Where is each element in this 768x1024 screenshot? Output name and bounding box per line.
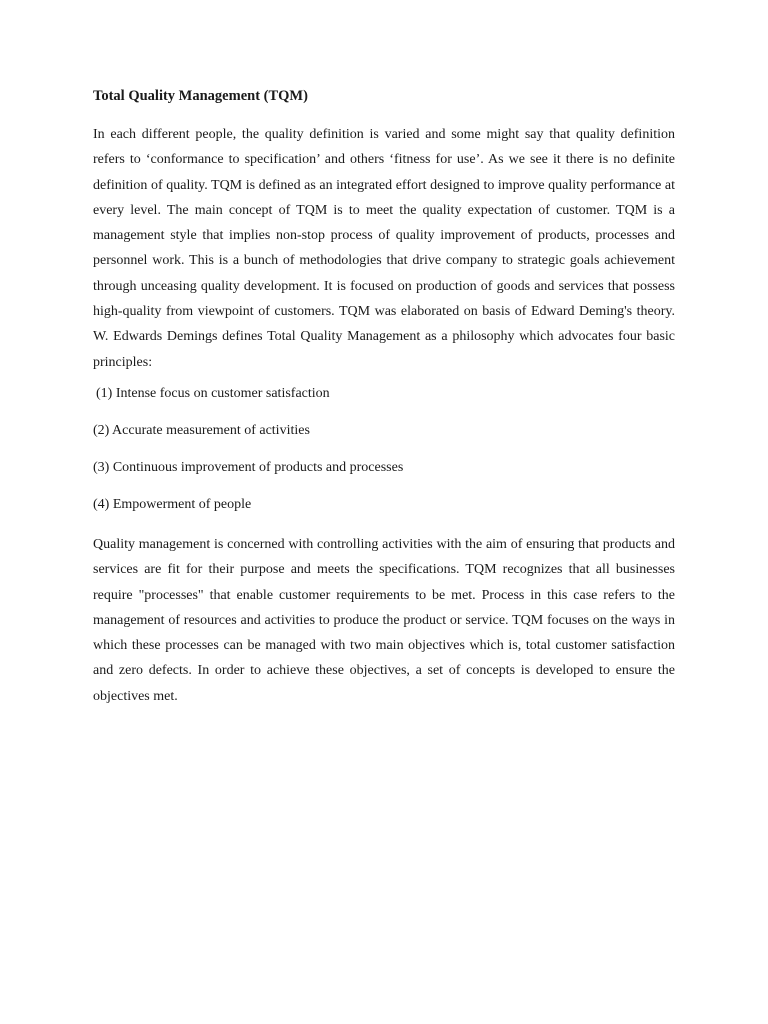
list-item: (1) Intense focus on customer satisfaction [96, 385, 330, 401]
principles-list [93, 384, 675, 515]
list-item: (2) Accurate measurement of activities [93, 422, 310, 438]
quality-management-paragraph: Quality management is concerned with controlling activities with the aim of ensuring that products and services are fit for their purpose and meets the specifications. TQM recognizes that all businesses require "processes" that enable customer requirements to be met. Process in this case refers to the management of resources and activities to produce the product or service. TQM focuses on the ways in which these processes can be managed with two main objectives which is, total customer satisfaction and zero defects. In order to achieve these objectives, a set of concepts is developed to ensure the objectives met. [93, 536, 675, 704]
document-page [93, 86, 675, 709]
list-item: (4) Empowerment of people [93, 496, 252, 512]
document-title: Total Quality Management (TQM) [93, 88, 308, 104]
list-item: (3) Continuous improvement of products and processes [93, 459, 404, 475]
intro-paragraph: In each different people, the quality definition is varied and some might say that quality definition refers to ‘conformance to specification’ and others ‘fitness for use’. As we see it there is no definite definition of quality. TQM is defined as an integrated effort designed to improve quality performance at every level. The main concept of TQM is to meet the quality expectation of customer. TQM is a management style that implies non-stop process of quality improvement of products, processes and personnel work. This is a bunch of methodologies that drive company to strategic goals achievement through unceasing quality development. It is focused on production of goods and services that possess high-quality from viewpoint of customers. TQM was elaborated on basis of Edward Deming's theory. W. Edwards Demings defines Total Quality Management as a philosophy which advocates four basic principles: [93, 127, 675, 370]
